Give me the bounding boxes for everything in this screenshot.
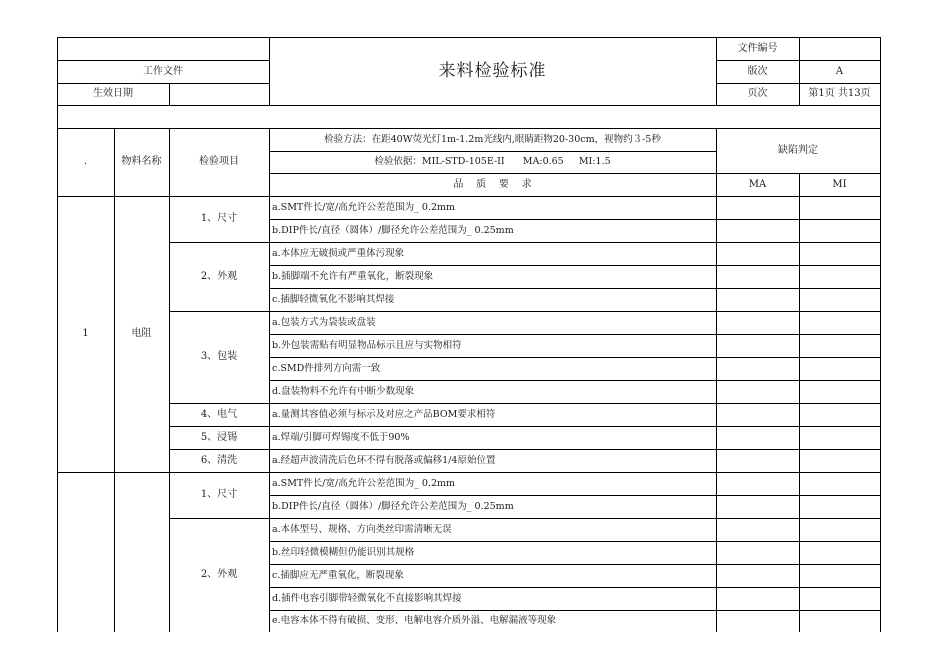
requirement-cell: e.电容本体不得有破损、变形、电解电容介质外溢、电解漏液等现象 bbox=[272, 615, 557, 627]
mi-cell[interactable] bbox=[799, 495, 880, 518]
ma-cell[interactable] bbox=[716, 564, 799, 587]
mi-cell[interactable] bbox=[799, 288, 880, 311]
requirement-cell: b.丝印轻微模糊但仍能识别其规格 bbox=[272, 546, 415, 558]
effective-date-label: 生效日期 bbox=[93, 88, 133, 99]
defect-judgement-header: 缺陷判定 bbox=[778, 144, 818, 156]
requirement-cell: b.DIP件长/直径（圆体）/脚径允许公差范围为_ 0.25mm bbox=[272, 224, 514, 236]
mi-cell[interactable] bbox=[799, 472, 880, 495]
inspection-item: 1、尺寸 bbox=[200, 213, 238, 224]
requirement-cell: a.SMT件长/宽/高允许公差范围为_ 0.2mm bbox=[272, 201, 456, 213]
mi-cell[interactable] bbox=[799, 518, 880, 541]
material-name: 电阻 bbox=[131, 328, 152, 339]
page-value: 第1页 共13页 bbox=[808, 88, 871, 99]
requirement-cell: a.焊端/引脚可焊锡度不低于90% bbox=[272, 431, 410, 443]
mi-cell[interactable] bbox=[799, 219, 880, 242]
effective-date-value bbox=[169, 83, 269, 105]
requirement-cell: b.插脚端不允许有严重氧化，断裂现象 bbox=[272, 270, 434, 282]
quality-requirements-header: 品 质 要 求 bbox=[453, 178, 532, 190]
inspection-method: 检验方法：在距40W荧光灯1m-1.2m光线内,眼睛距物20-30cm，视物约３-5秒 bbox=[324, 133, 661, 145]
mi-cell[interactable] bbox=[799, 334, 880, 357]
work-file-label: 工作文件 bbox=[143, 65, 183, 77]
requirement-cell: b.DIP件长/直径（圆体）/脚径允许公差范围为_ 0.25mm bbox=[272, 500, 514, 512]
ma-cell[interactable] bbox=[716, 334, 799, 357]
ma-cell[interactable] bbox=[716, 403, 799, 426]
inspection-item: 5、浸锡 bbox=[200, 431, 238, 443]
ma-cell[interactable] bbox=[716, 587, 799, 610]
inspection-item: 2、外观 bbox=[200, 569, 238, 580]
requirement-cell: b.外包装需贴有明显物品标示且应与实物相符 bbox=[272, 339, 462, 351]
version-value: A bbox=[835, 65, 844, 77]
mi-header: MI bbox=[832, 178, 847, 190]
mi-cell[interactable] bbox=[799, 449, 880, 472]
ma-header: MA bbox=[748, 178, 767, 190]
inspection-item: 6、清洗 bbox=[200, 454, 238, 466]
group-number: 1 bbox=[82, 328, 89, 339]
inspection-item: 2、外观 bbox=[200, 270, 238, 282]
inspection-basis: 检验依据：MIL-STD-105E-II MA:0.65 MI:1.5 bbox=[374, 156, 611, 168]
requirement-cell: c.插脚应无严重氧化，断裂现象 bbox=[272, 569, 404, 581]
mi-cell[interactable] bbox=[799, 426, 880, 449]
ma-cell[interactable] bbox=[716, 426, 799, 449]
inspection-item: 1、尺寸 bbox=[200, 489, 238, 500]
inspection-item: 4、电气 bbox=[200, 408, 238, 420]
mi-cell[interactable] bbox=[799, 564, 880, 587]
mi-cell[interactable] bbox=[799, 196, 880, 219]
mi-cell[interactable] bbox=[799, 403, 880, 426]
doc-no-value bbox=[799, 37, 880, 60]
group-number bbox=[57, 472, 114, 632]
version-label: 版次 bbox=[747, 65, 768, 77]
ma-cell[interactable] bbox=[716, 265, 799, 288]
mi-cell[interactable] bbox=[799, 242, 880, 265]
requirement-cell: c.插脚轻微氧化不影响其焊接 bbox=[272, 293, 395, 305]
ma-cell[interactable] bbox=[716, 311, 799, 334]
ma-cell[interactable] bbox=[716, 196, 799, 219]
mi-cell[interactable] bbox=[799, 587, 880, 610]
requirement-cell: d.插件电容引脚带轻微氧化不直接影响其焊接 bbox=[272, 592, 462, 604]
material-name bbox=[114, 472, 169, 632]
ma-cell[interactable] bbox=[716, 472, 799, 495]
col-material-header: 物料名称 bbox=[121, 156, 162, 167]
requirement-cell: a.本体应无破损或严重体污现象 bbox=[272, 247, 405, 259]
ma-cell[interactable] bbox=[716, 449, 799, 472]
mi-cell[interactable] bbox=[799, 380, 880, 403]
inspection-item: 3、包装 bbox=[200, 351, 238, 362]
requirement-cell: d.盘装物料不允许有中断少数现象 bbox=[272, 385, 415, 397]
page-title: 来料检验标准 bbox=[438, 60, 547, 81]
ma-cell[interactable] bbox=[716, 541, 799, 564]
col-item-header: 检验项目 bbox=[199, 156, 239, 167]
requirement-cell: a.包装方式为袋装或盘装 bbox=[272, 316, 376, 328]
ma-cell[interactable] bbox=[716, 610, 799, 632]
mi-cell[interactable] bbox=[799, 357, 880, 380]
ma-cell[interactable] bbox=[716, 219, 799, 242]
requirement-cell: c.SMD件排列方向需一致 bbox=[272, 362, 381, 374]
mi-cell[interactable] bbox=[799, 610, 880, 632]
requirement-cell: a.SMT件长/宽/高允许公差范围为_ 0.2mm bbox=[272, 477, 456, 489]
doc-no-label: 文件编号 bbox=[737, 42, 778, 54]
ma-cell[interactable] bbox=[716, 288, 799, 311]
requirement-cell: a.量测其容值必须与标示及对应之产品BOM要求相符 bbox=[272, 408, 496, 420]
ma-cell[interactable] bbox=[716, 242, 799, 265]
col-no-header: . bbox=[83, 156, 88, 167]
ma-cell[interactable] bbox=[716, 357, 799, 380]
mi-cell[interactable] bbox=[799, 541, 880, 564]
ma-cell[interactable] bbox=[716, 495, 799, 518]
mi-cell[interactable] bbox=[799, 311, 880, 334]
page-label: 页次 bbox=[747, 88, 768, 99]
requirement-cell: a.本体型号、规格、方向类丝印需清晰无误 bbox=[272, 523, 452, 535]
ma-cell[interactable] bbox=[716, 518, 799, 541]
mi-cell[interactable] bbox=[799, 265, 880, 288]
ma-cell[interactable] bbox=[716, 380, 799, 403]
requirement-cell: a.经超声波清洗后色环不得有脱落或偏移1/4原始位置 bbox=[272, 454, 496, 466]
